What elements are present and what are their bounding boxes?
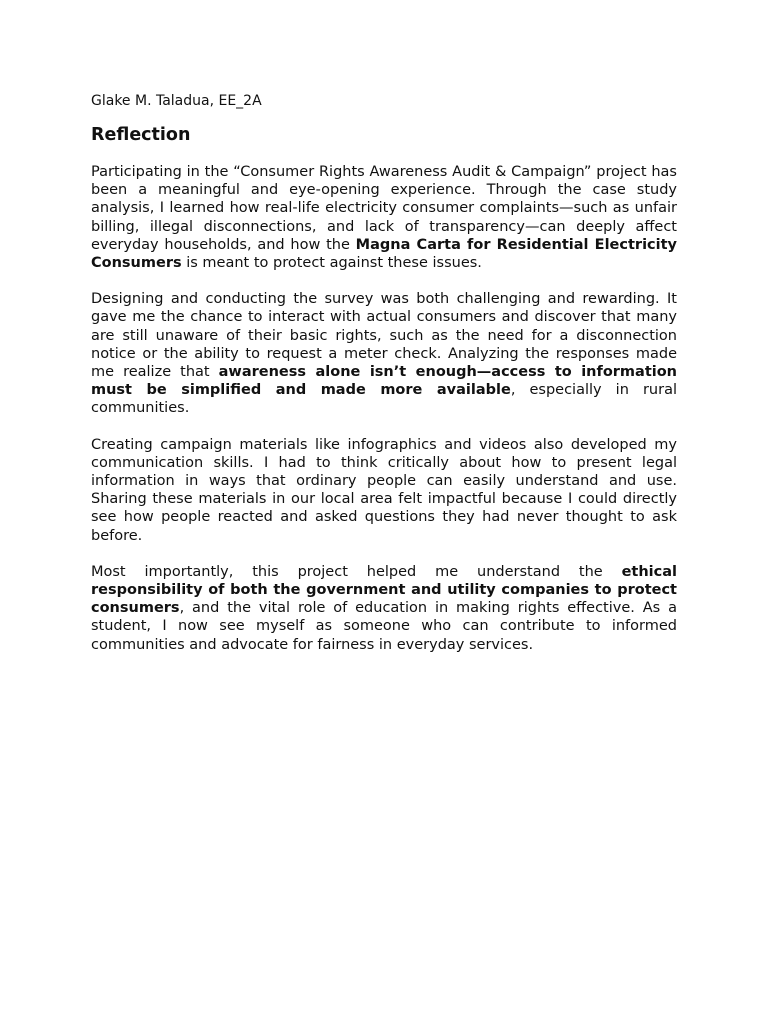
paragraph-emphasis: ethical responsibility of both the government and utility companies to protect consumers [91,563,677,617]
paragraph-emphasis: Magna Carta for Residential Electricity Consumers [91,236,677,272]
paragraph-2 [91,290,677,417]
paragraph-4 [91,563,677,654]
author-line: Glake M. Taladua, EE_2A [91,93,262,109]
paragraph-text: is meant to protect against these issues. [181,255,482,272]
paragraph-3 [91,436,677,545]
paragraph-1 [91,163,677,272]
document-body [91,92,677,654]
paragraph-text: Most importantly, this project helped me understand the [91,563,622,580]
paragraph-text: , especially in rural communities. [91,382,677,417]
paragraph-text: Participating in the “Consumer Rights Awareness Audit & Campaign” project has been a meaningful and eye-opening experience. Through the case study analysis, I learned how real-life electricity consumer complaints—such as unfair billing, illegal disconnections, and lack of transparency—can deeply affect everyday households, and how the [91,164,677,253]
paragraph-text: Designing and conducting the survey was both challenging and rewarding. It gave me the chance to interact with actual consumers and discover that many are still unaware of their basic rights, such as the need for a disconnection notice or the ability to request a meter check. Analyzing the responses made me realize that [91,291,677,381]
paragraph-emphasis: awareness alone isn’t enough—access to information must be simplified and made more available [91,364,678,399]
paragraph-text: , and the vital role of education in making rights effective. As a student, I now see myself as someone who can contribute to informed communities and advocate for fairness in everyday services. [91,600,677,653]
paragraph-text: Creating campaign materials like infographics and videos also developed my communication skills. I had to think critically about how to present legal information in ways that ordinary people can easily understand and use. Sharing these materials in our local area felt impactful because I could directly see how people reacted and asked questions they had never thought to ask before. [91,436,677,544]
document-title: Reflection [91,125,191,145]
